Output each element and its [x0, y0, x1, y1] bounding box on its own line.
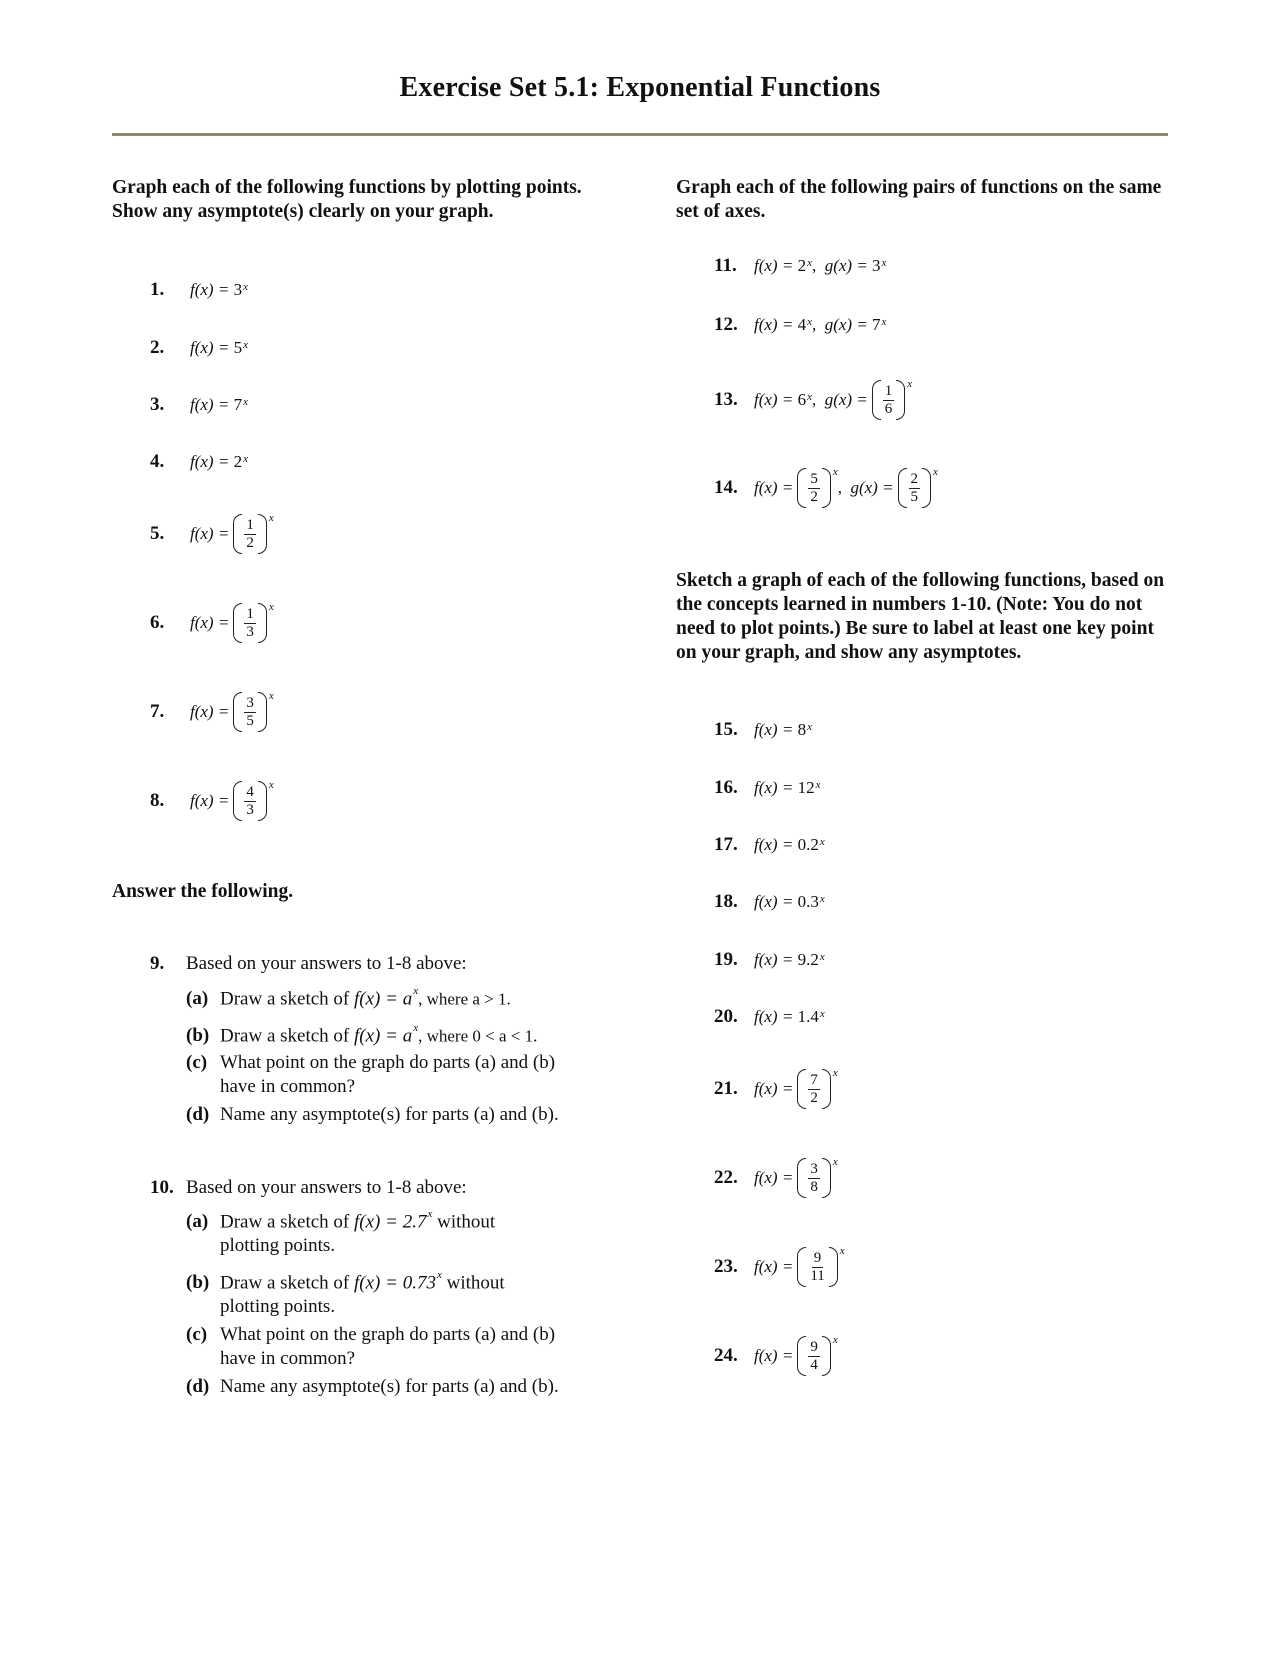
numerator: 4 — [246, 783, 254, 800]
problem-number: 13. — [714, 389, 738, 410]
problem-12: 12. f(x) = 4 $^x$ , g(x) = 7 $^x$ — [714, 314, 887, 335]
title-divider — [112, 133, 1168, 136]
base: 7 — [233, 395, 243, 414]
numerator: 1 — [246, 516, 254, 533]
problem-1 — [150, 260, 248, 320]
fraction-base — [233, 603, 273, 643]
problem-number: 11. — [714, 255, 737, 276]
function-label: f(x) = — [190, 452, 230, 471]
fraction-base: $\frac{5}{2}$ x — [797, 468, 837, 508]
problem-number: 14. — [714, 477, 738, 498]
fraction-base — [233, 781, 273, 821]
question-10-d: (d) Name any asymptote(s) for parts (a) and (b). — [186, 1376, 559, 1397]
exponent: x — [243, 453, 248, 465]
exponent: x — [268, 512, 274, 524]
exponent: x — [243, 396, 248, 408]
problem-11: 11. f(x) = 2 $^x$ , g(x) = 3 $^x$ — [714, 255, 887, 276]
question-number: 9. — [150, 953, 165, 974]
instruction-sketch: Sketch a graph of each of the following functions, based on the concepts learned in numbers 1-10. (Note: You do not need to plot points.) Be sure to label at least one key point on your graph, and show any asymptotes. — [676, 570, 1165, 663]
numerator: 1 — [246, 605, 254, 622]
instruction-graph-plot: Graph each of the following functions by plotting points. Show any asymptote(s) clearly on your graph. — [112, 177, 582, 222]
problem-24: 24. f(x) = $\frac{9}{4}$ x — [714, 1326, 838, 1386]
problem-13: 13. f(x) = 6 $^x$ , g(x) = $\frac{1}{6}$ x — [714, 370, 912, 430]
problem-number: 1. — [150, 279, 165, 300]
exponent: x — [268, 779, 274, 791]
question-intro: Based on your answers to 1-8 above: — [186, 953, 467, 974]
question-9-c: (c) What point on the graph do parts (a) and (b) have in common? — [186, 1052, 556, 1097]
question-intro: Based on your answers to 1-8 above: — [186, 1177, 467, 1198]
exponent: x — [243, 281, 248, 293]
fraction-base — [233, 514, 273, 554]
problem-20: 20. f(x) = 1.4 $^x$ — [714, 1006, 825, 1027]
problem-number: 6. — [150, 612, 165, 633]
base: 2 — [233, 452, 243, 471]
problem-14: 14. f(x) = $\frac{5}{2}$ x , g(x) = $\frac{2}{5}$ x — [714, 458, 938, 518]
fraction-base — [233, 692, 273, 732]
instruction-graph-pairs: Graph each of the following pairs of functions on the same set of axes. — [676, 177, 1162, 222]
fraction-base: $\frac{3}{8}$ x — [797, 1158, 837, 1198]
fraction-base: $\frac{2}{5}$ x — [898, 468, 938, 508]
problem-7 — [150, 682, 274, 742]
problem-8 — [150, 771, 274, 831]
problem-3 — [150, 375, 248, 435]
problem-19: 19. f(x) = 9.2 $^x$ — [714, 949, 825, 970]
question-9-d: (d) Name any asymptote(s) for parts (a) and (b). — [186, 1104, 559, 1125]
problem-number: 2. — [150, 337, 165, 358]
problem-15: 15. f(x) = 8 $^x$ — [714, 719, 812, 740]
question-9-b: (b) Draw a sketch of $f(x) = a^x$, where 0 < a < 1. — [186, 1022, 538, 1047]
function-label: f(x) = — [190, 791, 230, 810]
denominator: 5 — [246, 712, 254, 729]
page-title: Exercise Set 5.1: Exponential Functions — [399, 72, 881, 103]
denominator: 2 — [246, 534, 254, 551]
question-10-c: (c) What point on the graph do parts (a) and (b) have in common? — [186, 1324, 556, 1369]
problem-17: 17. f(x) = 0.2 $^x$ — [714, 834, 825, 855]
problem-2 — [150, 318, 248, 378]
question-10 — [150, 1176, 467, 1200]
problem-23: 23. f(x) = $\frac{9}{11}$ x — [714, 1237, 845, 1297]
question-10-a: (a) Draw a sketch of $f(x) = 2.7^x$ without plotting points. — [186, 1208, 496, 1257]
problem-number: 4. — [150, 451, 165, 472]
problem-number: 12. — [714, 314, 738, 335]
function-label: f(x) = — [190, 613, 230, 632]
fraction-base: $\frac{9}{4}$ x — [797, 1336, 837, 1376]
problem-number: 5. — [150, 523, 165, 544]
exponent: x — [268, 690, 274, 702]
question-10-b: (b) Draw a sketch of $f(x) = 0.73^x$ without plotting points. — [186, 1269, 505, 1318]
fraction-base: $\frac{1}{6}$ x — [872, 380, 912, 420]
question-9 — [150, 952, 467, 976]
function-label: f(x) = — [190, 702, 230, 721]
problem-4 — [150, 432, 248, 492]
problem-22: 22. f(x) = $\frac{3}{8}$ x — [714, 1148, 838, 1208]
problem-number: 3. — [150, 394, 165, 415]
denominator: 3 — [246, 623, 254, 640]
function-label: f(x) = — [190, 338, 230, 357]
fraction-base: $\frac{9}{11}$ x — [797, 1247, 844, 1287]
problem-number: 8. — [150, 790, 165, 811]
fraction-base: $\frac{7}{2}$ x — [797, 1069, 837, 1109]
base: 5 — [233, 338, 243, 357]
base: 3 — [233, 280, 243, 299]
problem-5 — [150, 504, 274, 564]
question-9-a: (a) Draw a sketch of $f(x) = a^x$, where a > 1. — [186, 985, 511, 1010]
problem-21: 21. f(x) = $\frac{7}{2}$ x — [714, 1059, 838, 1119]
instruction-answer: Answer the following. — [112, 881, 294, 902]
function-label: f(x) = — [190, 524, 230, 543]
numerator: 3 — [246, 694, 254, 711]
function-label: f(x) = — [190, 395, 230, 414]
function-label: f(x) = — [190, 280, 230, 299]
denominator: 3 — [246, 801, 254, 818]
problem-18: 18. f(x) = 0.3 $^x$ — [714, 891, 825, 912]
problem-number: 7. — [150, 701, 165, 722]
problem-6 — [150, 593, 274, 653]
question-number: 10. — [150, 1177, 174, 1198]
exponent: x — [268, 601, 274, 613]
exponent: x — [243, 339, 248, 351]
problem-16: 16. f(x) = 12 $^x$ — [714, 777, 821, 798]
